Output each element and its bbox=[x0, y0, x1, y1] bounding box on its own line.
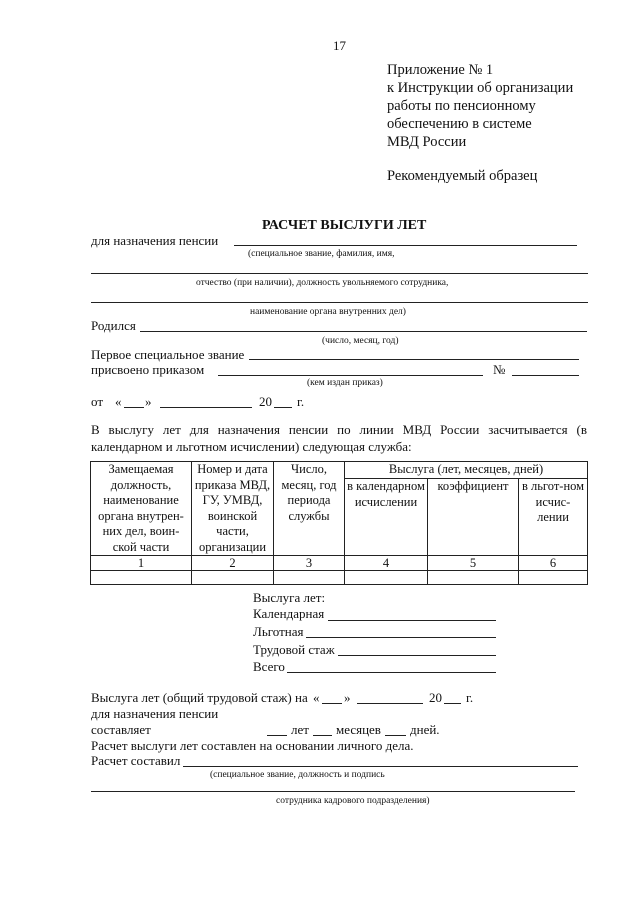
organ-field-line[interactable] bbox=[91, 302, 588, 303]
appendix-line-3: работы по пенсионному bbox=[387, 98, 536, 114]
column-number: 3 bbox=[274, 556, 345, 571]
hint-issuer: (кем издан приказ) bbox=[307, 378, 383, 388]
column-number: 4 bbox=[345, 556, 428, 571]
header-coefficient: коэффициент bbox=[428, 479, 519, 556]
appendix-line-2: к Инструкции об организации bbox=[387, 80, 574, 96]
order-number-field-line[interactable] bbox=[512, 375, 579, 376]
hint-organ: наименование органа внутренних дел) bbox=[250, 307, 406, 317]
first-rank-label: Первое специальное звание bbox=[91, 347, 245, 362]
days-label: дней. bbox=[410, 722, 440, 737]
months-label: месяцев bbox=[336, 722, 381, 737]
column-number: 1 bbox=[91, 556, 192, 571]
hint-name: (специальное звание, фамилия, имя, bbox=[248, 249, 395, 259]
first-rank-field-line[interactable] bbox=[249, 359, 579, 360]
appendix-line-5: МВД России bbox=[387, 134, 467, 150]
service-paragraph: В выслугу лет для назначения пенсии по линии МВД России засчитывается (в календарном и льготном исчислении) следующая служба: bbox=[91, 422, 587, 454]
table-cell[interactable] bbox=[519, 571, 588, 585]
years-label: лет bbox=[291, 722, 309, 737]
footer-quote-open: « bbox=[313, 690, 320, 705]
hint-compiler: (специальное звание, должность и подпись bbox=[210, 770, 385, 780]
page-number: 17 bbox=[333, 38, 346, 53]
summary-title: Выслуга лет: bbox=[253, 590, 326, 605]
footer-day-field-line[interactable] bbox=[322, 703, 342, 704]
calendar-field-line[interactable] bbox=[328, 620, 496, 621]
footer-quote-close: » bbox=[344, 690, 351, 705]
day-field-line[interactable] bbox=[124, 407, 144, 408]
work-field-line[interactable] bbox=[338, 655, 496, 656]
column-number: 5 bbox=[428, 556, 519, 571]
year-prefix: 20 bbox=[259, 394, 272, 409]
header-preferential: в льгот-ном исчис-лении bbox=[519, 479, 588, 556]
table-cell[interactable] bbox=[91, 571, 192, 585]
hint-patronymic: отчество (при наличии), должность увольняемого сотрудника, bbox=[196, 278, 449, 288]
service-table bbox=[90, 461, 588, 585]
years-field-line[interactable] bbox=[267, 735, 287, 736]
assigned-order-label: присвоено приказом bbox=[91, 362, 205, 377]
compiler-field-line-2[interactable] bbox=[91, 791, 575, 792]
order-field-line[interactable] bbox=[218, 375, 483, 376]
month-field-line[interactable] bbox=[160, 407, 252, 408]
total-service-label: Выслуга лет (общий трудовой стаж) на bbox=[91, 690, 308, 705]
table-cell[interactable] bbox=[192, 571, 274, 585]
year-field-line[interactable] bbox=[274, 407, 292, 408]
sample-label: Рекомендуемый образец bbox=[387, 168, 538, 184]
header-calendar: в календарном исчислении bbox=[345, 479, 428, 556]
hint-compiler-2: сотрудника кадрового подразделения) bbox=[276, 796, 430, 806]
footer-year-suffix: г. bbox=[466, 690, 474, 705]
footer-year-prefix: 20 bbox=[429, 690, 442, 705]
from-label: от bbox=[91, 394, 104, 409]
total-label: Всего bbox=[253, 659, 285, 674]
work-label: Трудовой стаж bbox=[253, 642, 335, 657]
header-service-group: Выслуга (лет, месяцев, дней) bbox=[345, 462, 588, 479]
column-number: 6 bbox=[519, 556, 588, 571]
basis-text: Расчет выслуги лет составлен на основании личного дела. bbox=[91, 738, 414, 753]
total-field-line[interactable] bbox=[287, 672, 496, 673]
number-sign: № bbox=[493, 362, 506, 377]
table-cell[interactable] bbox=[274, 571, 345, 585]
patronymic-field-line[interactable] bbox=[91, 273, 588, 274]
hint-date: (число, месяц, год) bbox=[322, 336, 399, 346]
quote-open: « bbox=[115, 394, 122, 409]
days-field-line[interactable] bbox=[385, 735, 406, 736]
column-numbers-row bbox=[91, 556, 588, 571]
calendar-label: Календарная bbox=[253, 606, 325, 621]
for-pension-label: для назначения пенсии bbox=[91, 233, 219, 248]
compiler-field-line[interactable] bbox=[183, 766, 578, 767]
appendix-line-1: Приложение № 1 bbox=[387, 62, 494, 78]
footer-for-pension: для назначения пенсии bbox=[91, 706, 219, 721]
header-position: Замещаемая должность, наименование органа внутрен-них дел, воин-ской части bbox=[91, 462, 192, 556]
born-field-line[interactable] bbox=[140, 331, 587, 332]
preferential-label: Льготная bbox=[253, 624, 304, 639]
months-field-line[interactable] bbox=[313, 735, 332, 736]
footer-month-field-line[interactable] bbox=[357, 703, 423, 704]
quote-close: » bbox=[145, 394, 152, 409]
name-field-line[interactable] bbox=[234, 245, 577, 246]
table-cell[interactable] bbox=[428, 571, 519, 585]
table-cell[interactable] bbox=[345, 571, 428, 585]
appendix-line-4: обеспечению в системе bbox=[387, 116, 532, 132]
amounts-label: составляет bbox=[91, 722, 151, 737]
footer-year-field-line[interactable] bbox=[444, 703, 461, 704]
document-title: РАСЧЕТ ВЫСЛУГИ ЛЕТ bbox=[262, 218, 427, 233]
preferential-field-line[interactable] bbox=[306, 637, 496, 638]
born-label: Родился bbox=[91, 318, 136, 333]
header-order: Номер и дата приказа МВД, ГУ, УМВД, воинской части, организации bbox=[192, 462, 274, 556]
column-number: 2 bbox=[192, 556, 274, 571]
header-period: Число, месяц, год периода службы bbox=[274, 462, 345, 556]
table-row[interactable] bbox=[91, 571, 588, 585]
year-suffix: г. bbox=[297, 394, 305, 409]
compiled-by-label: Расчет составил bbox=[91, 753, 181, 768]
